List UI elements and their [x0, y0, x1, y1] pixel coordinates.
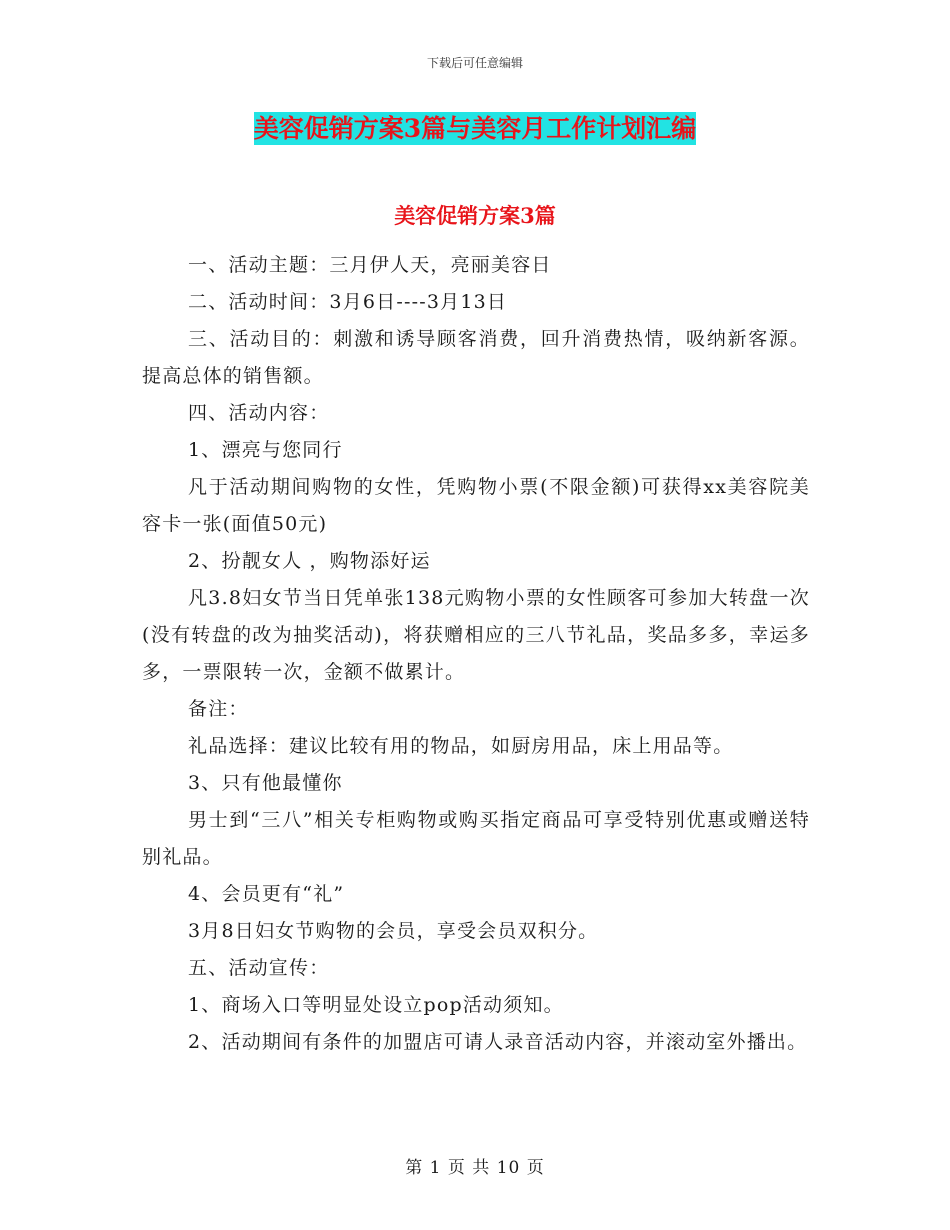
document-body	[142, 247, 810, 1061]
header-note: 下载后可任意编辑	[426, 56, 523, 70]
paragraph: 2、扮靓女人 ，购物添好运	[188, 550, 431, 572]
paragraph: 3、只有他最懂你	[188, 772, 343, 794]
paragraph: 四、活动内容：	[188, 402, 330, 424]
document-title	[0, 112, 950, 146]
section-title: 美容促销方案3篇	[394, 203, 556, 228]
paragraph: 凡于活动期间购物的女性，凭购物小票(不限金额)可获得xx美容院美容卡一张(面值50元)	[142, 476, 810, 535]
paragraph: 男士到“三八”相关专柜购物或购买指定商品可享受特别优惠或赠送特别礼品。	[142, 809, 810, 868]
page-footer: 第 1 页 共 10 页	[405, 1158, 545, 1178]
paragraph: 一、活动主题：三月伊人天，亮丽美容日	[188, 254, 552, 276]
paragraph: 1、漂亮与您同行	[188, 439, 343, 461]
paragraph: 凡3.8妇女节当日凭单张138元购物小票的女性顾客可参加大转盘一次(没有转盘的改为抽奖活动)，将获赠相应的三八节礼品，奖品多多，幸运多多，一票限转一次，金额不做累计。	[142, 587, 810, 683]
paragraph: 备注：	[188, 698, 249, 720]
paragraph: 礼品选择：建议比较有用的物品，如厨房用品，床上用品等。	[188, 735, 734, 757]
paragraph: 二、活动时间：3月6日----3月13日	[188, 291, 508, 313]
paragraph: 4、会员更有“礼”	[188, 883, 345, 905]
paragraph: 三、活动目的：刺激和诱导顾客消费，回升消费热情，吸纳新客源。提高总体的销售额。	[142, 328, 810, 387]
paragraph: 五、活动宣传：	[188, 957, 330, 979]
paragraph: 1、商场入口等明显处设立pop活动须知。	[188, 994, 564, 1016]
paragraph: 3月8日妇女节购物的会员，享受会员双积分。	[188, 920, 599, 942]
document-title-text: 美容促销方案3篇与美容月工作计划汇编	[253, 114, 697, 143]
paragraph: 2、活动期间有条件的加盟店可请人录音活动内容，并滚动室外播出。	[188, 1031, 808, 1053]
